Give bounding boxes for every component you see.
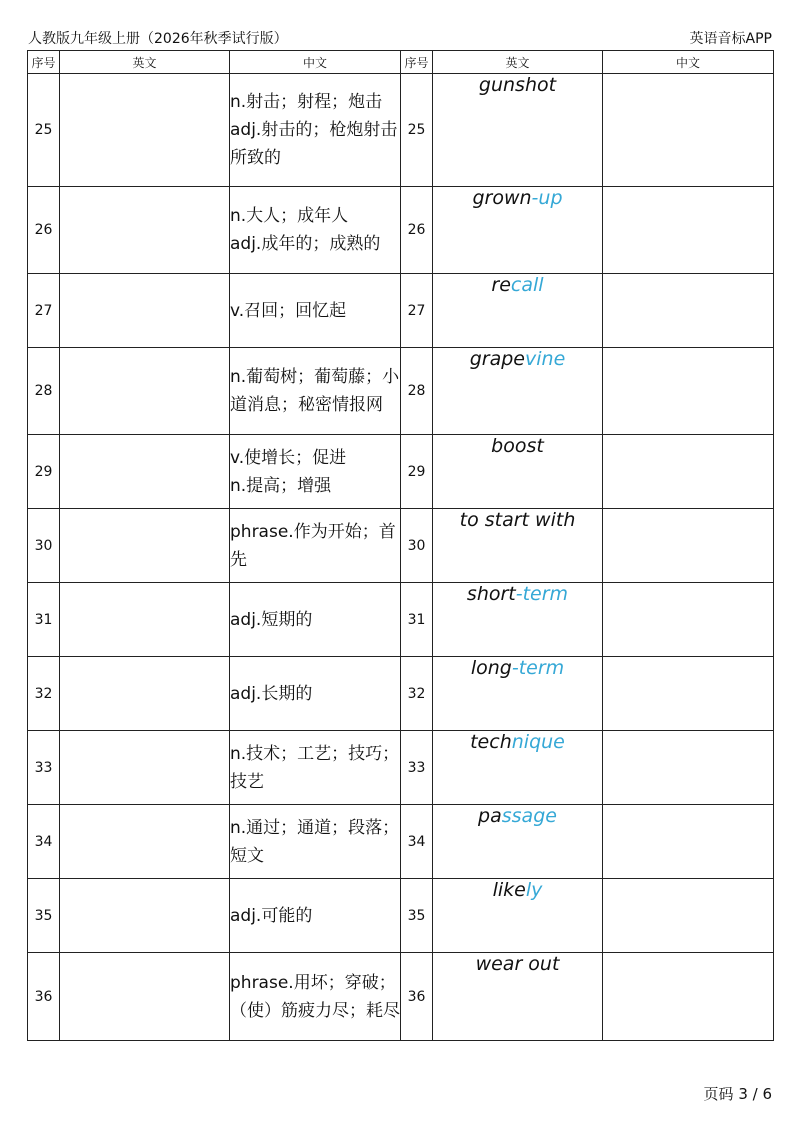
english-blank-cell (60, 953, 230, 1041)
table-row (28, 953, 774, 1041)
row-number-2: 35 (401, 879, 433, 953)
header-index: 序号 (28, 51, 60, 74)
row-number-2: 34 (401, 805, 433, 879)
table-row (28, 731, 774, 805)
english-word (433, 348, 603, 435)
chinese-meaning: n.射击；射程；炮击 adj.射击的；枪炮射击所致的 (230, 74, 401, 187)
word-highlight: ssage (501, 805, 557, 827)
chinese-meaning: v.使增长；促进 n.提高；增强 (230, 435, 401, 509)
table-row (28, 348, 774, 435)
table-row (28, 583, 774, 657)
english-word (433, 879, 603, 953)
word-part: short (466, 583, 516, 605)
row-number: 25 (28, 74, 60, 187)
word-part: gunshot (478, 74, 557, 96)
english-blank-cell (60, 274, 230, 348)
chinese-blank-cell (603, 731, 774, 805)
english-blank-cell (60, 583, 230, 657)
english-blank-cell (60, 509, 230, 583)
english-word (433, 583, 603, 657)
table-row (28, 74, 774, 187)
word-highlight: -term (511, 657, 565, 679)
table-row (28, 187, 774, 274)
word-part: grown (472, 187, 532, 209)
row-number: 35 (28, 879, 60, 953)
table-row (28, 274, 774, 348)
row-number: 36 (28, 953, 60, 1041)
english-blank-cell (60, 187, 230, 274)
chinese-meaning: n.通过；通道；段落；短文 (230, 805, 401, 879)
word-highlight: ly (525, 879, 543, 901)
word-part: grape (469, 348, 525, 370)
row-number-2: 33 (401, 731, 433, 805)
word-part: pa (478, 805, 502, 827)
chinese-meaning: n.葡萄树；葡萄藤；小道消息；秘密情报网 (230, 348, 401, 435)
english-word (433, 74, 603, 187)
english-blank-cell (60, 348, 230, 435)
header-english-2: 英文 (433, 51, 603, 74)
chinese-meaning: adj.长期的 (230, 657, 401, 731)
chinese-meaning: v.召回；回忆起 (230, 274, 401, 348)
english-word (433, 187, 603, 274)
english-blank-cell (60, 657, 230, 731)
word-highlight: call (510, 274, 544, 296)
vocabulary-table (27, 50, 774, 1041)
chinese-blank-cell (603, 879, 774, 953)
header-chinese: 中文 (230, 51, 401, 74)
row-number: 28 (28, 348, 60, 435)
chinese-meaning: phrase.作为开始；首先 (230, 509, 401, 583)
word-highlight: -up (531, 187, 563, 209)
english-blank-cell (60, 805, 230, 879)
document-title: 人教版九年级上册（2026年秋季试行版） (28, 31, 288, 47)
row-number: 26 (28, 187, 60, 274)
word-part: like (492, 879, 526, 901)
chinese-meaning: adj.可能的 (230, 879, 401, 953)
word-highlight: -term (515, 583, 569, 605)
english-blank-cell (60, 74, 230, 187)
word-part: boost (491, 435, 544, 457)
row-number: 32 (28, 657, 60, 731)
english-word (433, 435, 603, 509)
header-index-2: 序号 (401, 51, 433, 74)
row-number: 30 (28, 509, 60, 583)
chinese-blank-cell (603, 435, 774, 509)
row-number-2: 26 (401, 187, 433, 274)
word-part: long (470, 657, 512, 679)
chinese-meaning: n.技术；工艺；技巧；技艺 (230, 731, 401, 805)
table-row (28, 509, 774, 583)
row-number: 29 (28, 435, 60, 509)
chinese-meaning: n.大人；成年人 adj.成年的；成熟的 (230, 187, 401, 274)
word-highlight: vine (525, 348, 566, 370)
table-header-row (28, 51, 774, 74)
chinese-blank-cell (603, 509, 774, 583)
english-word (433, 731, 603, 805)
chinese-blank-cell (603, 805, 774, 879)
word-part: wear out (475, 953, 560, 975)
chinese-meaning: phrase.用坏；穿破；（使）筋疲力尽；耗尽 (230, 953, 401, 1041)
row-number-2: 27 (401, 274, 433, 348)
table-row (28, 805, 774, 879)
row-number-2: 32 (401, 657, 433, 731)
row-number-2: 29 (401, 435, 433, 509)
english-blank-cell (60, 731, 230, 805)
row-number: 31 (28, 583, 60, 657)
row-number-2: 31 (401, 583, 433, 657)
english-blank-cell (60, 435, 230, 509)
chinese-blank-cell (603, 187, 774, 274)
english-word (433, 274, 603, 348)
header-chinese-2: 中文 (603, 51, 774, 74)
row-number: 33 (28, 731, 60, 805)
page-number: 页码 3 / 6 (703, 1085, 772, 1103)
chinese-blank-cell (603, 74, 774, 187)
app-name: 英语音标APP (689, 31, 772, 47)
word-part: to start with (459, 509, 576, 531)
row-number: 27 (28, 274, 60, 348)
english-word (433, 657, 603, 731)
row-number-2: 30 (401, 509, 433, 583)
chinese-blank-cell (603, 953, 774, 1041)
word-part: re (491, 274, 511, 296)
row-number-2: 28 (401, 348, 433, 435)
word-highlight: nique (511, 731, 565, 753)
table-row (28, 657, 774, 731)
row-number-2: 25 (401, 74, 433, 187)
row-number: 34 (28, 805, 60, 879)
english-blank-cell (60, 879, 230, 953)
chinese-blank-cell (603, 657, 774, 731)
english-word (433, 953, 603, 1041)
header-english: 英文 (60, 51, 230, 74)
english-word (433, 805, 603, 879)
chinese-blank-cell (603, 583, 774, 657)
table-row (28, 879, 774, 953)
chinese-blank-cell (603, 348, 774, 435)
english-word (433, 509, 603, 583)
table-row (28, 435, 774, 509)
row-number-2: 36 (401, 953, 433, 1041)
chinese-meaning: adj.短期的 (230, 583, 401, 657)
chinese-blank-cell (603, 274, 774, 348)
word-part: tech (470, 731, 512, 753)
